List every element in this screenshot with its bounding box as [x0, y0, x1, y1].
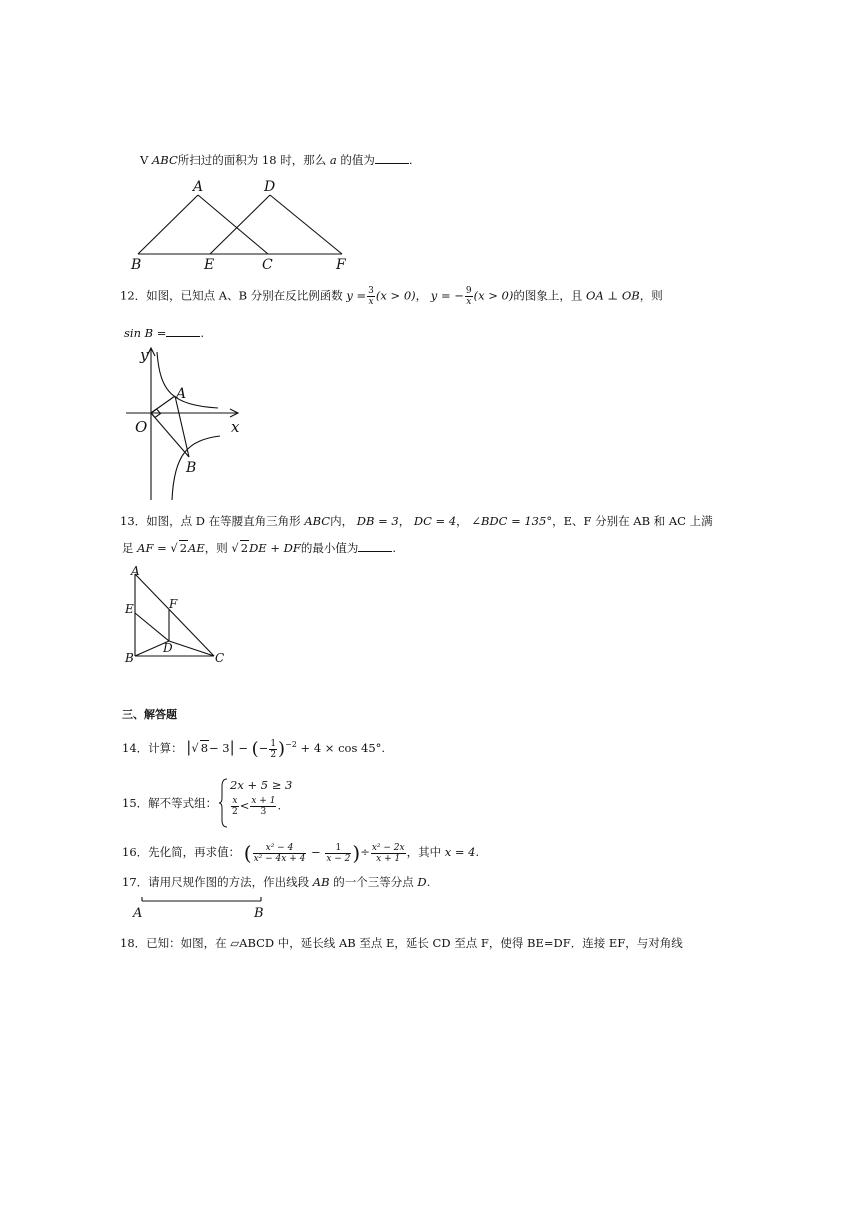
fig2-label-B: B	[186, 460, 197, 476]
q13-sqrt2: √ 2	[231, 541, 249, 555]
q12-frac1: $\frac{3}{x}$	[368, 286, 374, 307]
q16-number: 16．	[122, 845, 149, 859]
fig1-label-C: C	[262, 257, 273, 273]
fig4-segment	[128, 893, 278, 923]
section-title: 三、解答题	[122, 708, 177, 721]
q15-ineq1: 2x + 5 ≥ 3	[230, 778, 293, 792]
fig2-label-x: x	[231, 418, 240, 436]
q12-perp: OA ⊥ OB	[586, 288, 640, 303]
fig3-label-B: B	[125, 651, 134, 665]
fig4-label-A: A	[133, 906, 143, 921]
fig2-label-O: O	[135, 418, 148, 436]
q16-frac2: $\frac{1}{x - 2}$	[326, 842, 351, 864]
fig2-label-A: A	[176, 386, 187, 402]
fig3-label-A: A	[131, 564, 140, 578]
q12-line1: 12．如图，已知点 A、B 分别在反比例函数 y = $\frac{3}{x}$ (x > 0)， y = − $\frac{9}{x}$ (x > 0)的图象上，且 OA ⊥ OB，则	[120, 286, 663, 307]
fig4-label-B: B	[254, 906, 264, 921]
q11-prefix: V	[140, 153, 149, 167]
fig2-coordinate-plot	[120, 342, 250, 504]
q13-line2: 足 AF = √ 2AE，则 √ 2DE + DF的最小值为 .	[122, 541, 396, 555]
fig1-label-D: D	[264, 179, 276, 195]
q15-number: 15．	[122, 796, 149, 810]
fig3-label-F: F	[169, 597, 178, 611]
fig3-label-E: E	[125, 602, 134, 616]
q11-line: V ABC所扫过的面积为 18 时，那么 a 的值为 .	[140, 153, 413, 167]
q15-label: 15．解不等式组：	[122, 796, 218, 810]
fig1-label-E: E	[204, 257, 215, 273]
q13-answer-blank[interactable]	[358, 540, 392, 552]
q11-var-a: a	[329, 153, 337, 167]
q18-number: 18．	[120, 936, 147, 950]
fig1-triangles	[125, 175, 365, 275]
fig3-triangle	[120, 562, 232, 666]
q18-line: 18．已知：如图，在 ▱ABCD 中，延长线 AB 至点 E，延长 CD 至点 F，使得 BE=DF．连接 EF，与对角线	[120, 936, 683, 950]
q16-line: 16．先化简，再求值： ( $\frac{\text{x² − 4}}{\text{x² − 4x + 4}}$ − $\frac{1}{x - 2}$ )÷ $\frac{\text{x² − 2x}}{x + 1}$ ，其中 x = 4.	[122, 841, 480, 865]
fig3-label-D: D	[163, 641, 173, 655]
q13-number: 13．	[120, 514, 147, 528]
q14-frac: $\frac{1}{2}$	[270, 738, 277, 760]
q11-triangle: ABC	[151, 153, 178, 167]
q14-number: 14．	[122, 741, 149, 755]
q12-line2: sin B = .	[124, 326, 205, 340]
fig2-label-y: y	[140, 346, 149, 364]
q16-frac3: $\frac{\text{x² − 2x}}{x + 1}$	[371, 842, 405, 864]
q12-answer-blank[interactable]	[166, 325, 200, 337]
q13-line1: 13．如图，点 D 在等腰直角三角形 ABC内， DB = 3， DC = 4， ∠BDC = 135°，E、F 分别在 AB 和 AC 上满	[120, 514, 713, 528]
q12-number: 12．	[120, 288, 147, 303]
q14-line: 14．计算： |√ 8− 3| − (− $\frac{1}{2}$ )$^{-2}$ + 4 × cos 45°.	[122, 738, 386, 760]
q15-brace-icon	[218, 778, 228, 828]
q11-text: 所扫过的面积为 18 时，那么	[177, 153, 327, 167]
q11-answer-blank[interactable]	[375, 152, 409, 164]
fig1-label-A: A	[193, 179, 204, 195]
fig1-label-B: B	[131, 257, 142, 273]
q16-frac1: $\frac{\text{x² − 4}}{\text{x² − 4x + 4}}$	[253, 842, 306, 864]
q15-ineq2: $\frac{x}{2}$ < $\frac{x + 1}{3}$ .	[232, 796, 282, 817]
q13-sqrt1: √ 2	[170, 541, 188, 555]
q11-text2: 的值为	[340, 153, 375, 167]
q17-line: 17．请用尺规作图的方法，作出线段 AB 的一个三等分点 D.	[122, 875, 431, 889]
q12-frac2: $\frac{9}{x}$	[465, 286, 472, 307]
fig1-label-F: F	[336, 257, 346, 273]
q17-number: 17．	[122, 875, 149, 889]
fig3-label-C: C	[215, 651, 225, 665]
